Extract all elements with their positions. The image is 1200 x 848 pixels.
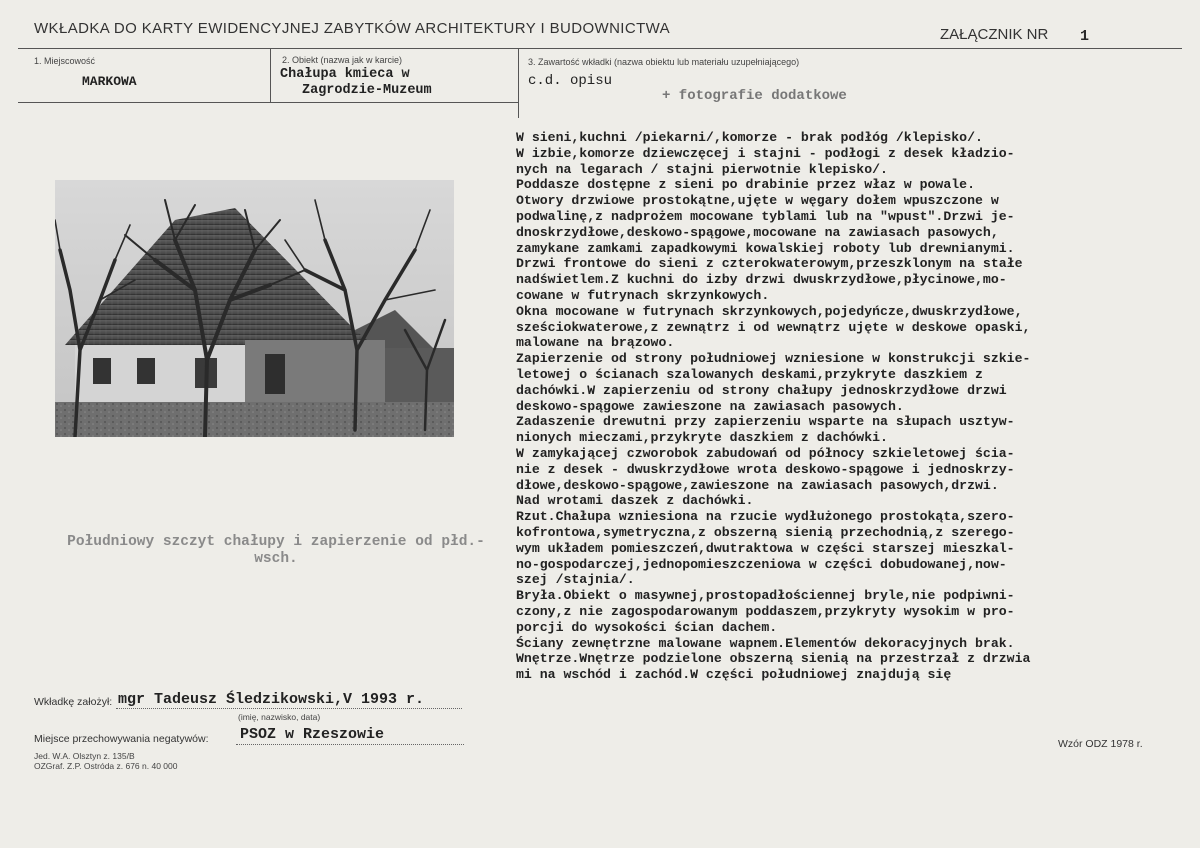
- description-line: nionych mieczami,przykryte daszkiem z dachówki.: [516, 430, 888, 446]
- description-line: Zadaszenie drewutni przy zapierzeniu wsparte na słupach usztyw-: [516, 414, 1015, 430]
- form-title: WKŁADKA DO KARTY EWIDENCYJNEJ ZABYTKÓW ARCHITEKTURY I BUDOWNICTWA: [34, 20, 671, 37]
- description-line: dnoskrzydłowe,deskowo-spągowe,mocowane na zawiasach pasowych,: [516, 224, 999, 240]
- negatives-dotted-line: [236, 744, 464, 745]
- description-line: W zamykającej czworobok zabudowań od północy szkieletowej ścia-: [516, 445, 1015, 461]
- attachment-number: 1: [1080, 28, 1090, 45]
- print-info-line1: Jed. W.A. Olsztyn z. 135/B: [34, 751, 135, 761]
- form-version: Wzór ODZ 1978 r.: [1058, 738, 1143, 750]
- content-label: 3. Zawartość wkładki (nazwa obiektu lub materiału uzupełniającego): [528, 57, 800, 67]
- locality-label: 1. Miejscowość: [34, 56, 96, 66]
- description-line: kofrontowa,symetryczna,z obszerną sienią przechodnią,z szerego-: [516, 524, 1015, 540]
- description-line: Okna mocowane w futrynach skrzynkowych,pojedyńcze,dwuskrzydłowe,: [516, 303, 1023, 319]
- object-value-line2: Zagrodzie-Muzeum: [302, 83, 432, 98]
- description-line: deskowo-spągowe zawieszone na zawiasach pasowych.: [516, 398, 904, 414]
- content-note: + fotografie dodatkowe: [662, 88, 847, 104]
- locality-value: MARKOWA: [82, 74, 137, 89]
- description-line: malowane na brązowo.: [516, 335, 675, 351]
- photo-caption: Południowy szczyt chałupy i zapierzenie od płd.-wsch.: [67, 534, 485, 567]
- object-value-line1: Chałupa kmieca w: [280, 67, 410, 82]
- author-sub-label: (imię, nazwisko, data): [238, 712, 321, 722]
- description-line: no-gospodarczej,jednopomieszczeniowa w części dobudowanej,now-: [516, 556, 1007, 572]
- description-line: Ściany zewnętrzne malowane wapnem.Elementów dekoracyjnych brak.: [516, 635, 1015, 651]
- print-info-line2: OZGraf. Z.P. Ostróda z. 676 n. 40 000: [34, 761, 178, 771]
- negatives-label: Miejsce przechowywania negatywów:: [34, 733, 209, 745]
- description-line: nadświetlem.Z kuchni do izby drzwi dwuskrzydłowe,płycinowe,mo-: [516, 272, 1007, 288]
- header-rule: [18, 48, 1182, 49]
- description-line: zamykane zamkami zapadkowymi kowalskiej roboty lub drewnianymi.: [516, 240, 1015, 256]
- field-divider-2: [518, 48, 519, 118]
- description-line: Otwory drzwiowe prostokątne,ujęte w węgary dołem wpuszczone w: [516, 193, 999, 209]
- field-divider-1: [270, 48, 271, 102]
- description-line: dachówki.W zapierzeniu od strony chałupy jednoskrzydłowe drzwi: [516, 382, 1007, 398]
- description-line: letowej o ścianach szalowanych deskami,przykryte daszkiem z: [516, 366, 983, 382]
- author-value: mgr Tadeusz Śledzikowski,V 1993 r.: [118, 691, 425, 708]
- author-label: Wkładkę założył:: [34, 696, 113, 708]
- house-photo-image: [55, 180, 454, 437]
- house-photo: [55, 180, 454, 437]
- description-line: W izbie,komorze dziewczęcej i stajni - podłogi z desek kładzio-: [516, 145, 1015, 161]
- author-dotted-line: [116, 708, 462, 709]
- description-line: wym układem pomieszczeń,dwutraktowa w części starszej mieszkal-: [516, 540, 1015, 556]
- description-line: mi na wschód i zachód.W części południowej znajdują się: [516, 667, 952, 683]
- description-line: Drzwi frontowe do sieni z czterokwaterowym,przeszklonym na stałe: [516, 256, 1023, 272]
- negatives-value: PSOZ w Rzeszowie: [240, 726, 385, 743]
- content-value: c.d. opisu: [528, 73, 613, 89]
- description-line: czony,z nie zagospodarowanym poddaszem,przykryty wysokim w pro-: [516, 603, 1015, 619]
- description-line: Nad wrotami daszek z dachówki.: [516, 493, 754, 509]
- description-line: W sieni,kuchni /piekarni/,komorze - brak podłóg /klepisko/.: [516, 130, 983, 145]
- object-value: [280, 67, 432, 99]
- fields-bottom-rule: [18, 102, 518, 103]
- description-line: Bryła.Obiekt o masywnej,prostopadłościennej bryle,nie podpiwni-: [516, 588, 1015, 604]
- description-line: porcji do wysokości ścian dachem.: [516, 619, 778, 635]
- description-text: [516, 130, 1186, 683]
- description-line: sześciokwaterowe,z zewnątrz i od wewnątrz ujęte w deskowe opaski,: [516, 319, 1031, 335]
- description-line: nie z desek - dwuskrzydłowe wrota deskowo-spągowe i jednoskrzy-: [516, 461, 1015, 477]
- object-label: 2. Obiekt (nazwa jak w karcie): [282, 55, 403, 65]
- attachment-label: ZAŁĄCZNIK NR: [940, 26, 1049, 43]
- description-line: dłowe,deskowo-spągowe,zawieszone na zawiasach pasowych,drzwi.: [516, 477, 999, 493]
- description-line: nych na legarach / stajni pierwotnie klepisko/.: [516, 161, 888, 177]
- description-line: Poddasze dostępne z sieni po drabinie przez właz w powale.: [516, 177, 975, 193]
- description-line: Zapierzenie od strony południowej wzniesione w konstrukcji szkie-: [516, 351, 1031, 367]
- description-line: szej /stajnia/.: [516, 572, 635, 588]
- description-line: Wnętrze.Wnętrze podzielone obszerną sienią na przestrzał z drzwia: [516, 651, 1031, 667]
- description-line: podwalinę,z nadprożem mocowane tyblami lub na "wpust".Drzwi je-: [516, 208, 1015, 224]
- description-line: Rzut.Chałupa wzniesiona na rzucie wydłużonego prostokąta,szero-: [516, 509, 1015, 525]
- description-line: cowane w futrynach skrzynkowych.: [516, 287, 770, 303]
